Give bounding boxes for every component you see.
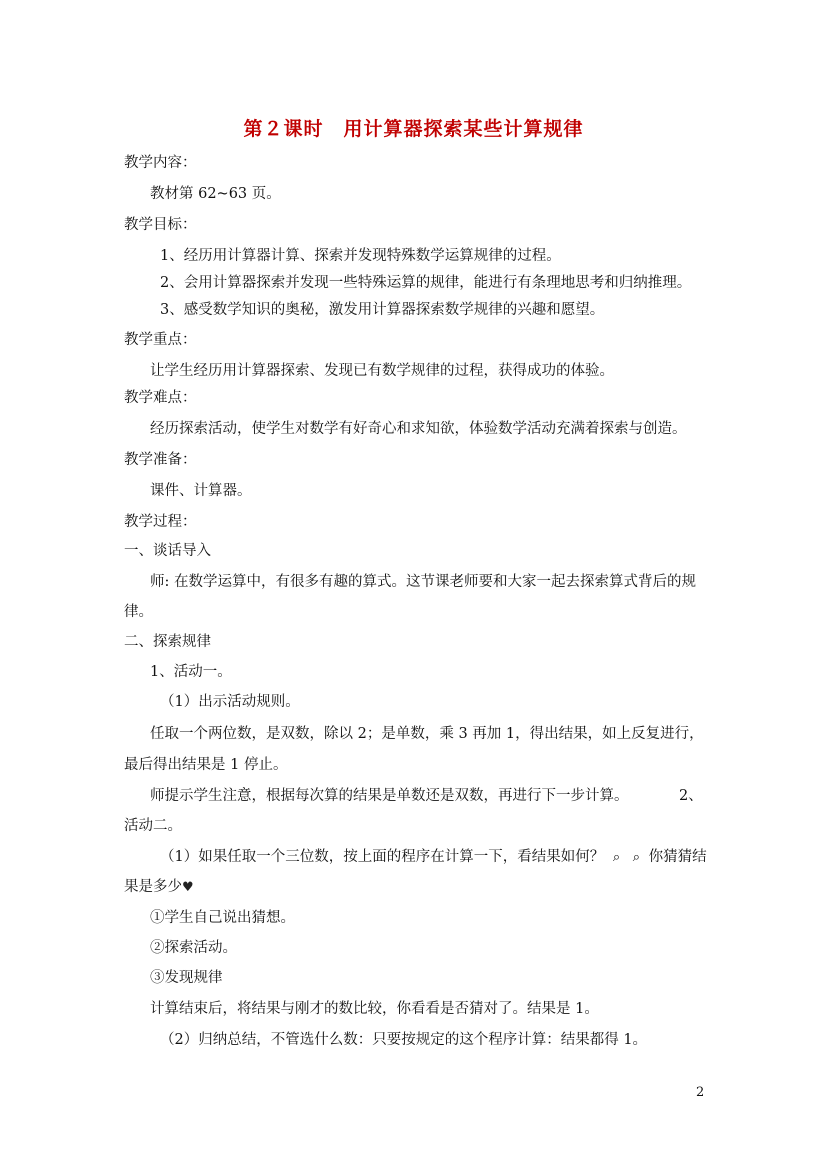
heading-difficulty: 教学难点：: [124, 390, 197, 406]
section-1-heading: 一、谈话导入: [124, 543, 211, 559]
intro-line-1: 师: 在数学运算中，有很多有趣的算式。这节课老师要和大家一起去探索算式背后的规: [150, 574, 696, 590]
section-2-heading: 二、探索规律: [124, 634, 211, 650]
page-title: 第２课时 用计算器探索某些计算规律: [243, 118, 584, 140]
rule-line-2: 最后得出结果是 1 停止。: [124, 757, 288, 773]
preparation-text: 课件、计算器。: [150, 483, 252, 499]
magnifier-icon: ⌕: [632, 850, 641, 865]
activity-1-heading: 1、活动一。: [150, 664, 232, 680]
activity-2-heading: 活动二。: [124, 818, 182, 834]
activity-2-number: 2、: [679, 788, 703, 804]
question-1-line-2: [124, 877, 194, 898]
heading-key-points: 教学重点：: [124, 332, 197, 348]
question-1-tail: 你猜猜结: [648, 849, 707, 865]
magnifier-icon: ⌕: [612, 850, 621, 865]
heading-goals: 教学目标：: [124, 217, 197, 233]
question-1-text-2: 果是多少: [124, 879, 182, 895]
key-points-text: 让学生经历用计算器探索、发现已有数学规律的过程，获得成功的体验。: [150, 363, 614, 379]
content-text: 教材第 62~63 页。: [150, 186, 281, 202]
step-2: ②探索活动。: [150, 940, 237, 956]
goal-2: 2、会用计算器探索并发现一些特殊运算的规律，能进行有条理地思考和归纳推理。: [160, 275, 692, 291]
step-1: ①学生自己说出猜想。: [150, 910, 295, 926]
intro-line-2: 律。: [124, 604, 153, 620]
step-3: ③发现规律: [150, 970, 223, 986]
question-1-line-1: [160, 847, 707, 868]
heading-content: 教学内容：: [124, 155, 197, 171]
summary-text: （2）归纳总结，不管选什么数：只要按规定的这个程序计算：结果都得 1。: [160, 1032, 648, 1048]
heading-preparation: 教学准备：: [124, 452, 197, 468]
activity-1-step-1: （1）出示活动规则。: [160, 694, 300, 710]
page-number: 2: [696, 1085, 705, 1100]
goal-1: 1、经历用计算器计算、探索并发现特殊数学运算规律的过程。: [160, 248, 561, 264]
difficulty-text: 经历探索活动，使学生对数学有好奇心和求知欲，体验数学活动充满着探索与创造。: [150, 421, 687, 437]
goal-3: 3、感受数学知识的奥秘，激发用计算器探索数学规律的兴趣和愿望。: [160, 302, 605, 318]
heading-process: 教学过程：: [124, 514, 197, 530]
broken-heart-icon: ♥: [182, 880, 194, 895]
teacher-hint: 师提示学生注意，根据每次算的结果是单数还是双数，再进行下一步计算。: [150, 788, 629, 804]
question-1-text: （1）如果任取一个三位数，按上面的程序在计算一下，看结果如何？: [160, 849, 605, 865]
rule-line-1: 任取一个两位数，是双数，除以 2；是单数，乘 3 再加 1，得出结果，如上反复进行，: [150, 726, 704, 742]
result-text: 计算结束后，将结果与刚才的数比较，你看看是否猜对了。结果是 1。: [150, 1001, 599, 1017]
